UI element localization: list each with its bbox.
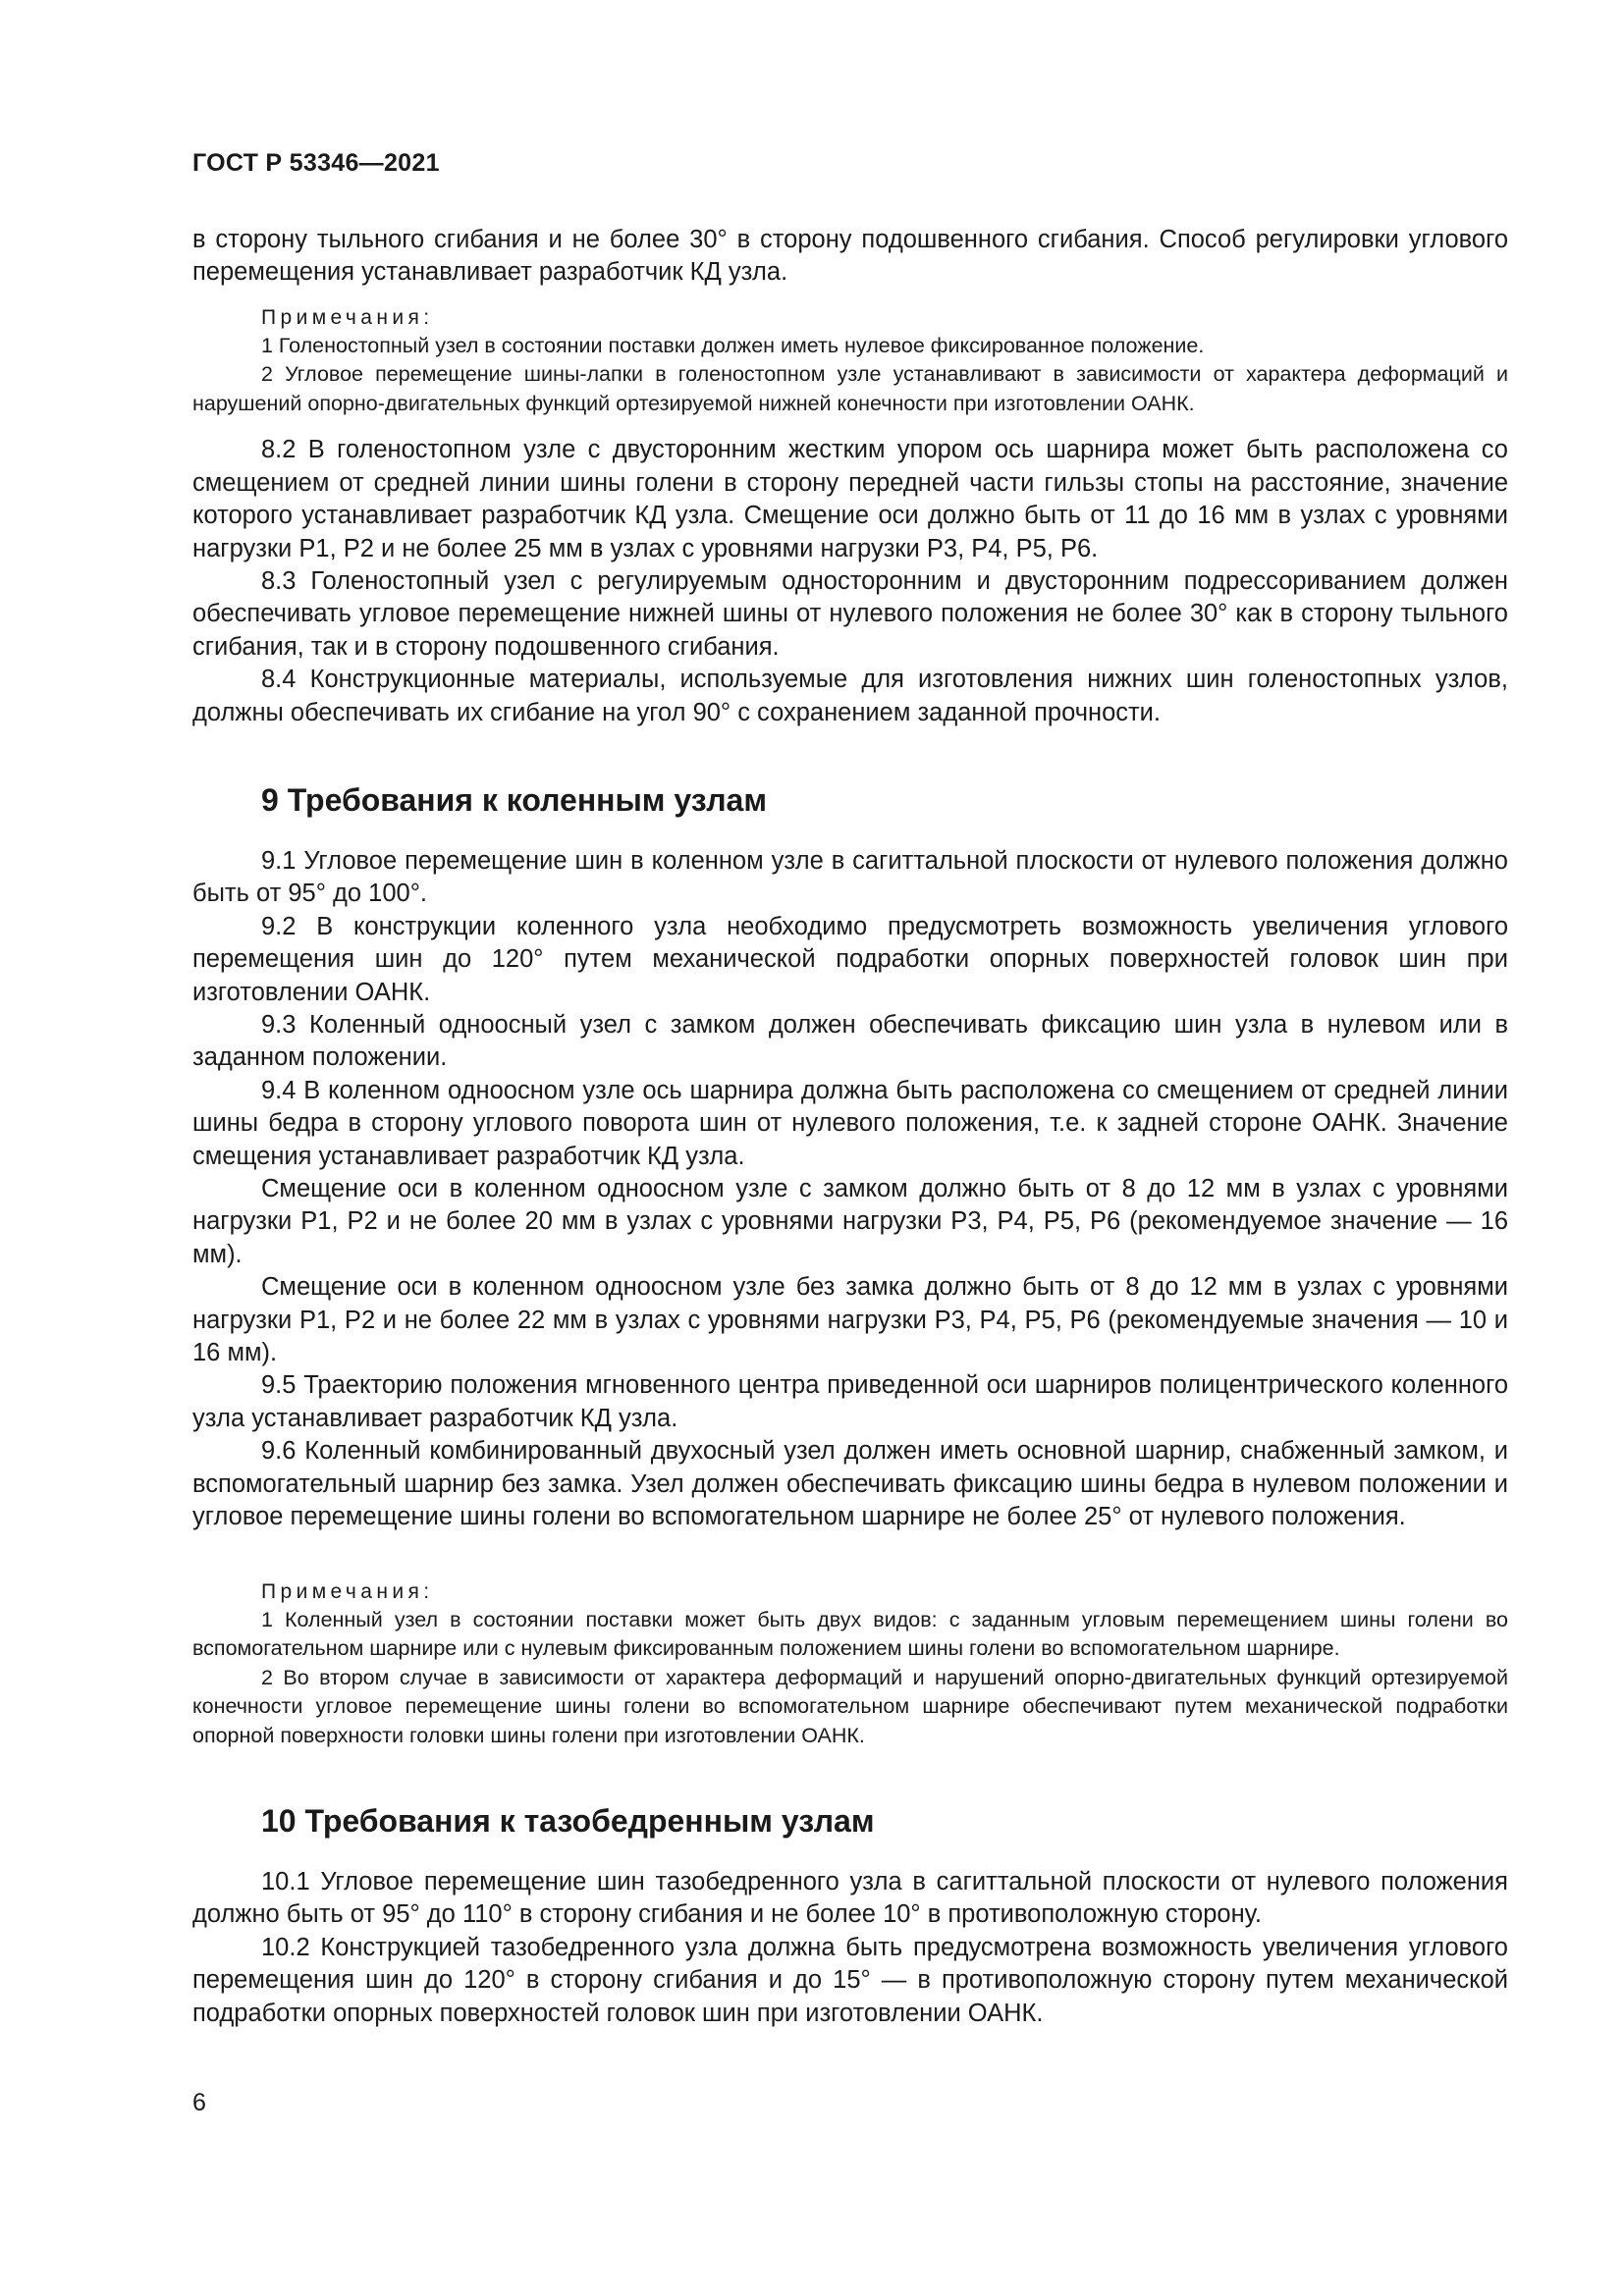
paragraph-8-2: 8.2 В голеностопном узле с двусторонним жестким упором ось шарнира может быть расположена со смещением от средней линии шины голени в сторону передней части гильзы стопы на расстояние, значение которого устанавливает разработчик КД узла. Смещение оси должно быть от 11 до 16 мм в узлах с уровнями нагрузки Р1, Р2 и не более 25 мм в узлах с уровнями нагрузки Р3, Р4, Р5, Р6.	[192, 436, 1508, 562]
notes-title: Примечания:	[261, 305, 434, 329]
paragraph-10-1: 10.1 Угловое перемещение шин тазобедренного узла в сагиттальной плоскости от нулевого положения должно быть от 95° до 110° в сторону сгибания и не более 10° в противоположную сторону.	[192, 1868, 1508, 1929]
paragraph-9-5: 9.5 Траекторию положения мгновенного центра приведенной оси шарниров полицентрического коленного узла устанавливает разработчик КД узла.	[192, 1371, 1508, 1432]
notes-title: Примечания:	[261, 1579, 434, 1603]
note-item: 1 Голеностопный узел в состоянии поставки должен иметь нулевое фиксированное положение.	[261, 333, 1205, 357]
paragraph-9-4-offset-nolock: Смещение оси в коленном одноосном узле без замка должно быть от 8 до 12 мм в узлах с уровнями нагрузки Р1, Р2 и не более 22 мм в узлах с уровнями нагрузки Р3, Р4, Р5, Р6 (рекомендуемые значения — 10 и 16 мм).	[192, 1273, 1508, 1367]
paragraph-9-2: 9.2 В конструкции коленного узла необходимо предусмотреть возможность увеличения углового перемещения шин до 120° путем механической подработки опорных поверхностей головок шин при изготовлении ОАНК.	[192, 912, 1508, 1006]
paragraph-9-4-offset-lock: Смещение оси в коленном одноосном узле с замком должно быть от 8 до 12 мм в узлах с уровнями нагрузки Р1, Р2 и не более 20 мм в узлах с уровнями нагрузки Р3, Р4, Р5, Р6 (рекомендуемое значение — 16 мм).	[192, 1175, 1508, 1268]
paragraph-continuation: в сторону тыльного сгибания и не более 30° в сторону подошвенного сгибания. Способ регулировки углового перемещения устанавливает разработчик КД узла.	[192, 226, 1508, 287]
paragraph-8-4: 8.4 Конструкционные материалы, используемые для изготовления нижних шин голеностопных узлов, должны обеспечивать их сгибание на угол 90° с сохранением заданной прочности.	[192, 666, 1508, 726]
paragraph-10-2: 10.2 Конструкцией тазобедренного узла должна быть предусмотрена возможность увеличения углового перемещения шин до 120° в сторону сгибания и до 15° — в противоположную сторону путем механической подработки опорных поверхностей головок шин при изготовлении ОАНК.	[192, 1933, 1508, 2027]
paragraph-8-3: 8.3 Голеностопный узел с регулируемым односторонним и двусторонним подрессориванием должен обеспечивать угловое перемещение нижней шины от нулевого положения не более 30° как в сторону тыльного сгибания, так и в сторону подошвенного сгибания.	[192, 566, 1508, 661]
note-item: 1 Коленный узел в состоянии поставки может быть двух видов: с заданным угловым перемещением шины голени во вспомогательном шарнире или с нулевым фиксированным положением шины голени во вспомогательном шарнире.	[192, 1607, 1508, 1660]
paragraph-9-1: 9.1 Угловое перемещение шин в коленном узле в сагиттальной плоскости от нулевого положения должно быть от 95° до 100°.	[192, 846, 1508, 908]
document-header: ГОСТ Р 53346—2021	[192, 149, 440, 177]
note-item: 2 Во втором случае в зависимости от характера деформаций и нарушений опорно-двигательных функций ортезируемой конечности угловое перемещение шины голени во вспомогательном шарнире обеспечивают путем механической подработки опорной поверхности головки шины голени при изготовлении ОАНК.	[192, 1665, 1508, 1747]
paragraph-9-3: 9.3 Коленный одноосный узел с замком должен обеспечивать фиксацию шин узла в нулевом или в заданном положении.	[192, 1011, 1508, 1072]
section-9-heading: 9 Требования к коленным узлам	[261, 781, 768, 818]
page-number: 6	[192, 2089, 206, 2116]
note-item: 2 Угловое перемещение шины-лапки в голеностопном узле устанавливают в зависимости от характера деформаций и нарушений опорно-двигательных функций ортезируемой нижней конечности при изготовлении ОАНК.	[192, 362, 1508, 415]
section-10-heading: 10 Требования к тазобедренным узлам	[261, 1803, 875, 1839]
document-body	[192, 224, 1508, 2030]
paragraph-9-4: 9.4 В коленном одноосном узле ось шарнира должна быть расположена со смещением от средней линии шины бедра в сторону углового поворота шин от нулевого положения, т.е. к задней стороне ОАНК. Значение смещения устанавливает разработчик КД узла.	[192, 1076, 1508, 1170]
paragraph-9-6: 9.6 Коленный комбинированный двухосный узел должен иметь основной шарнир, снабженный замком, и вспомогательный шарнир без замка. Узел должен обеспечивать фиксацию шины бедра в нулевом положении и угловое перемещение шины голени во вспомогательном шарнире не более 25° от нулевого положения.	[192, 1437, 1508, 1531]
